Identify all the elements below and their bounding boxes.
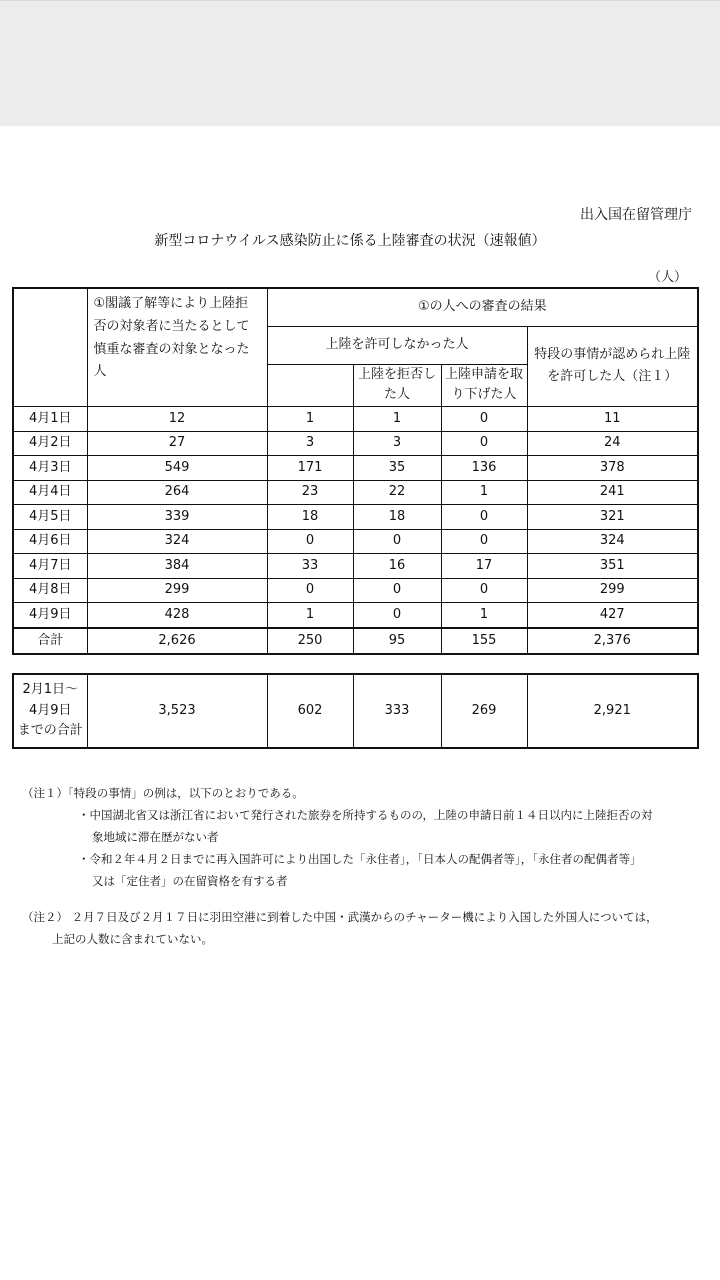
cell-not-permitted: 18 [267,505,353,530]
cell-subject: 299 [87,578,267,603]
cell-not-permitted: 3 [267,431,353,456]
cumulative-subject: 3,523 [87,674,267,748]
note1-item1: ・中国湖北省又は浙江省において発行された旅券を所持するものの，上陸の申請日前１４日以内に上陸拒否の対 [78,808,653,822]
cell-date: 4月9日 [13,603,87,628]
unit-label: （人） [647,270,687,285]
cell-not-permitted: 1 [267,603,353,628]
cell-not-permitted: 1 [267,407,353,432]
table-row [13,529,698,554]
total-row [13,628,698,654]
cell-permitted: 24 [527,431,698,456]
agency-name: 出入国在留管理庁 [580,207,692,223]
cell-refused: 0 [353,578,441,603]
table-row [13,505,698,530]
cell-permitted: 321 [527,505,698,530]
cell-withdrawn: 1 [441,480,527,505]
cell-date: 4月2日 [13,431,87,456]
cell-subject: 428 [87,603,267,628]
daily-table [12,287,699,655]
table-row [13,603,698,628]
note1-heading: （注１）「特段の事情」の例は，以下のとおりである。 [22,786,304,800]
cell-not-permitted: 0 [267,529,353,554]
top-bar [0,0,720,127]
table-row [13,554,698,579]
cell-not-permitted: 0 [267,578,353,603]
table-row [13,456,698,481]
cell-permitted: 324 [527,529,698,554]
withdrawn-header: 上陸申請を取り下げた人 [441,364,527,407]
table-row [13,407,698,432]
cell-date: 4月5日 [13,505,87,530]
cumulative-withdrawn: 269 [441,674,527,748]
total-refused: 95 [353,628,441,654]
cell-refused: 18 [353,505,441,530]
cell-permitted: 378 [527,456,698,481]
document-title: 新型コロナウイルス感染防止に係る上陸審査の状況（速報値） [154,233,546,249]
cell-withdrawn: 136 [441,456,527,481]
cell-not-permitted: 23 [267,480,353,505]
cell-withdrawn: 0 [441,578,527,603]
subject-header: ①閣議了解等により上陸拒否の対象者に当たるとして慎重な審査の対象となった人 [87,288,267,407]
cumulative-label: 2月1日～ 4月9日 までの合計 [13,674,87,748]
header-row [13,288,698,326]
cell-permitted: 351 [527,554,698,579]
total-permitted: 2,376 [527,628,698,654]
cell-permitted: 11 [527,407,698,432]
cell-date: 4月6日 [13,529,87,554]
cell-subject: 384 [87,554,267,579]
table-row [13,480,698,505]
note2-cont: 上記の人数に含まれていない。 [52,932,213,946]
total-label: 合計 [13,628,87,654]
refused-header: 上陸を拒否した人 [353,364,441,407]
note2: （注２） ２月７日及び２月１７日に羽田空港に到着した中国・武漢からのチャーター機により入国した外国人については， [22,910,658,924]
notes [22,782,702,950]
cumulative-not-permitted: 602 [267,674,353,748]
note1-item2-cont: 又は「定住者」の在留資格を有する者 [92,874,288,888]
cell-refused: 1 [353,407,441,432]
total-not-permitted: 250 [267,628,353,654]
cumulative-refused: 333 [353,674,441,748]
cell-subject: 339 [87,505,267,530]
cell-refused: 16 [353,554,441,579]
not-permitted-total-header [267,364,353,407]
date-header [13,288,87,407]
cell-refused: 0 [353,529,441,554]
cumulative-row [13,674,698,748]
cell-subject: 549 [87,456,267,481]
note1-item1-cont: 象地域に滞在歴がない者 [92,830,219,844]
cell-refused: 0 [353,603,441,628]
table-row [13,578,698,603]
cell-refused: 35 [353,456,441,481]
cell-not-permitted: 171 [267,456,353,481]
cell-withdrawn: 0 [441,529,527,554]
cell-permitted: 241 [527,480,698,505]
cell-permitted: 427 [527,603,698,628]
note1-item2: ・令和２年４月２日までに再入国許可により出国した「永住者」，「日本人の配偶者等」，「永住者の配偶者等」 [78,852,642,866]
total-withdrawn: 155 [441,628,527,654]
result-group-header: ①の人への審査の結果 [267,288,698,326]
cell-subject: 324 [87,529,267,554]
total-subject: 2,626 [87,628,267,654]
cell-date: 4月1日 [13,407,87,432]
cell-permitted: 299 [527,578,698,603]
cell-withdrawn: 17 [441,554,527,579]
cumulative-table [12,673,699,749]
cell-refused: 22 [353,480,441,505]
cell-date: 4月3日 [13,456,87,481]
cell-subject: 12 [87,407,267,432]
not-permitted-header: 上陸を許可しなかった人 [267,326,527,364]
cell-withdrawn: 0 [441,505,527,530]
cumulative-permitted: 2,921 [527,674,698,748]
cell-date: 4月4日 [13,480,87,505]
cell-refused: 3 [353,431,441,456]
cell-date: 4月7日 [13,554,87,579]
table-row [13,431,698,456]
cell-date: 4月8日 [13,578,87,603]
cell-subject: 264 [87,480,267,505]
cell-subject: 27 [87,431,267,456]
cell-not-permitted: 33 [267,554,353,579]
cell-withdrawn: 0 [441,407,527,432]
cell-withdrawn: 0 [441,431,527,456]
special-permit-header: 特段の事情が認められ上陸を許可した人（注１） [527,326,698,407]
cell-withdrawn: 1 [441,603,527,628]
